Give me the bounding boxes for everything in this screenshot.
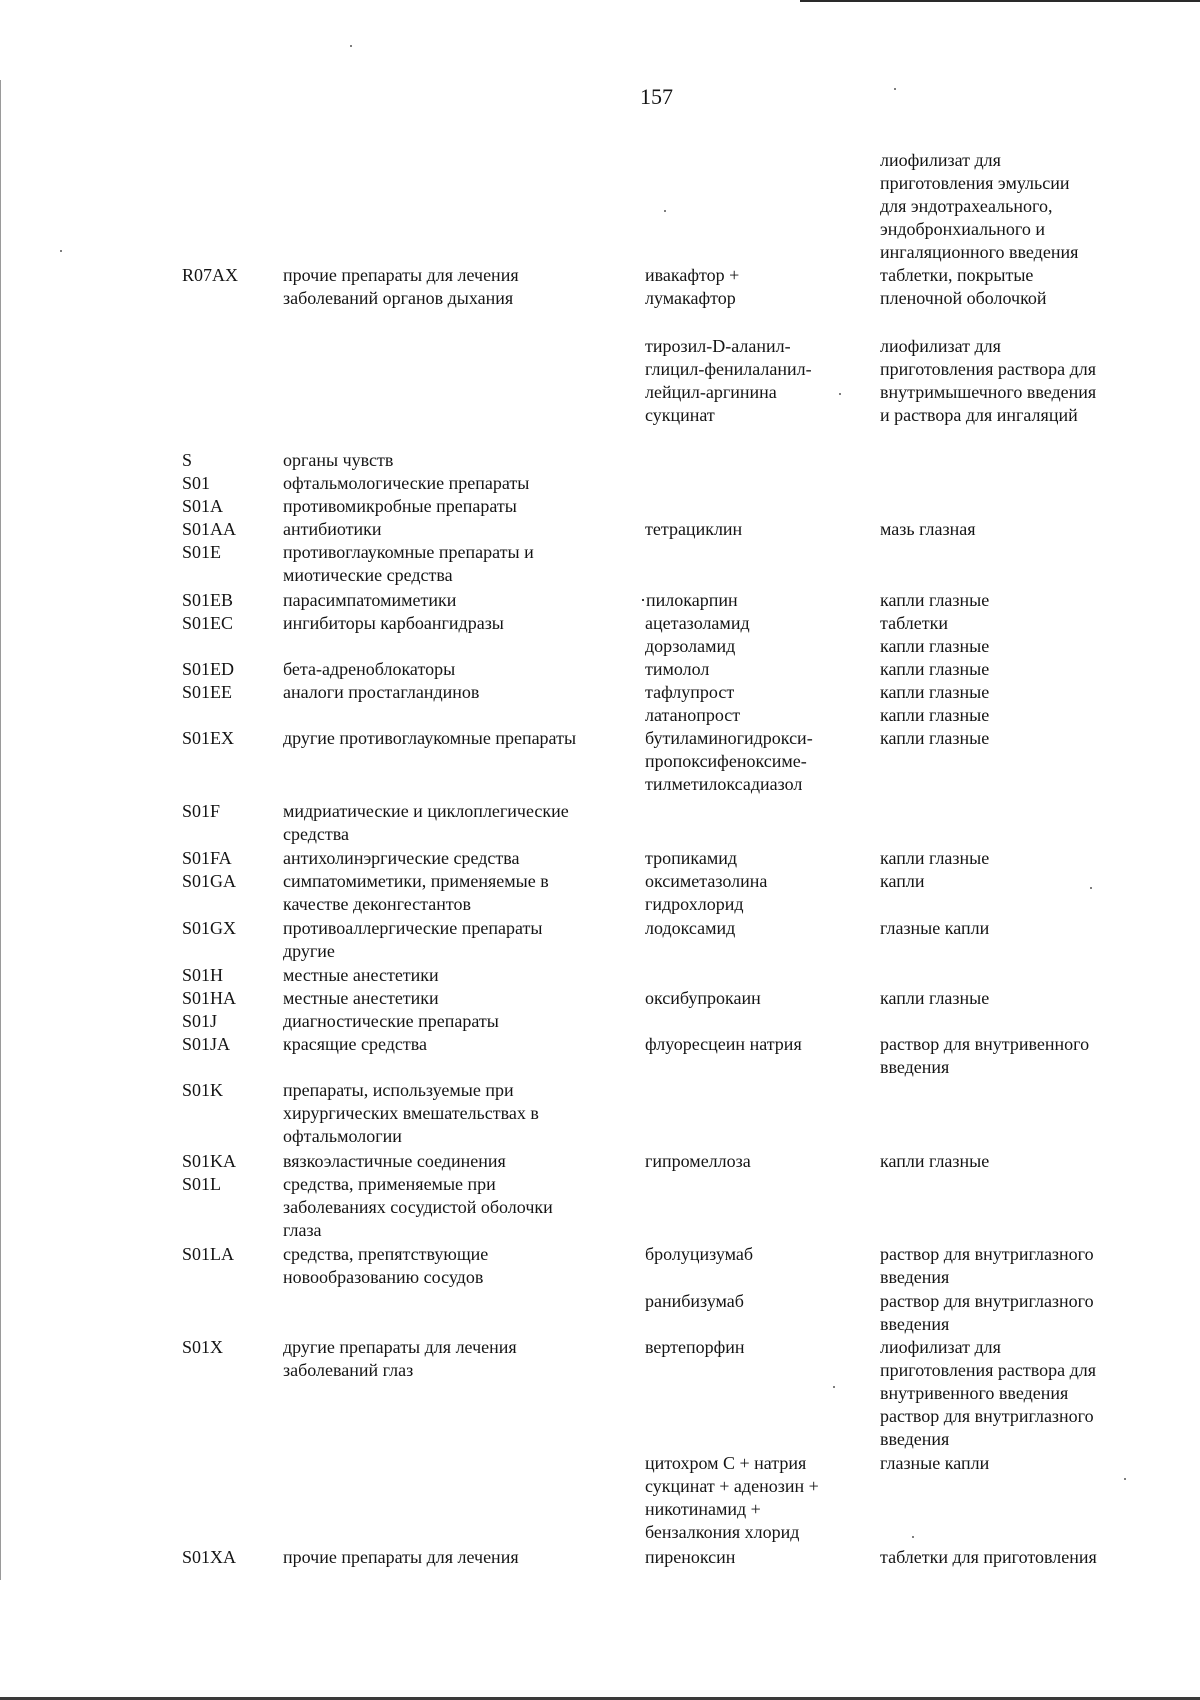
drug-name: тафлупрост <box>645 682 735 702</box>
scan-speck <box>912 1536 914 1538</box>
group-name: офтальмологические препараты <box>283 473 530 493</box>
group-name: местные анестетики <box>283 965 439 985</box>
atc-code: S01JA <box>182 1034 231 1054</box>
atc-code: S01A <box>182 496 224 516</box>
drug-name: ранибизумаб <box>645 1291 744 1311</box>
dosage-form: таблетки <box>880 613 949 633</box>
atc-code: S01E <box>182 542 222 562</box>
group-name: противомикробные препараты <box>283 496 517 516</box>
dosage-form: капли <box>880 871 925 891</box>
drug-name: цитохром C + натрия сукцинат + аденозин + никотинамид + бензалкония хлорид <box>645 1453 819 1542</box>
drug-name: бролуцизумаб <box>645 1244 754 1264</box>
dosage-form: глазные капли <box>880 918 990 938</box>
dosage-form: капли глазные <box>880 590 990 610</box>
dosage-form: капли глазные <box>880 636 990 656</box>
atc-code: S01EC <box>182 613 234 633</box>
scan-speck <box>60 250 62 252</box>
group-name: парасимпатомиметики <box>283 590 457 610</box>
dosage-form: раствор для внутриглазного введения <box>880 1291 1094 1334</box>
group-name: местные анестетики <box>283 988 439 1008</box>
group-name: мидриатические и циклоплегические средства <box>283 801 569 844</box>
group-name: антихолинэргические средства <box>283 848 520 868</box>
drug-name: лодоксамид <box>645 918 736 938</box>
atc-code: S01EE <box>182 682 233 702</box>
atc-code: S01X <box>182 1337 224 1357</box>
group-name: антибиотики <box>283 519 382 539</box>
group-name: другие противоглаукомные препараты <box>283 728 577 748</box>
dosage-form: капли глазные <box>880 728 990 748</box>
atc-code: S01EX <box>182 728 235 748</box>
group-name: красящие средства <box>283 1034 427 1054</box>
dosage-form: лиофилизат для приготовления раствора для внутривенного введения раствор для внутриглазного введения <box>880 1337 1096 1449</box>
group-name: бета-адреноблокаторы <box>283 659 456 679</box>
atc-code: S01LA <box>182 1244 235 1264</box>
scan-speck <box>894 88 896 90</box>
atc-code: S01KA <box>182 1151 237 1171</box>
atc-code: S01FA <box>182 848 232 868</box>
dosage-form: капли глазные <box>880 848 990 868</box>
atc-code: S01F <box>182 801 221 821</box>
atc-code: S01L <box>182 1174 222 1194</box>
group-name: органы чувств <box>283 450 394 470</box>
group-name: аналоги простагландинов <box>283 682 480 702</box>
drug-name: ·пилокарпин <box>640 590 738 610</box>
scan-edge-left <box>0 80 1 1580</box>
atc-code: S01ED <box>182 659 235 679</box>
drug-name: тимолол <box>645 659 710 679</box>
group-name: симпатомиметики, применяемые в качестве деконгестантов <box>283 871 549 914</box>
drug-name: латанопрост <box>645 705 741 725</box>
group-name: диагностические препараты <box>283 1011 499 1031</box>
dosage-form: капли глазные <box>880 1151 990 1171</box>
scan-speck <box>839 393 841 395</box>
dosage-form: мазь глазная <box>880 519 976 539</box>
drug-name: тирозил-D-аланил- глицил-фенилаланил- лейцил-аргинина сукцинат <box>645 336 812 425</box>
dosage-form: капли глазные <box>880 659 990 679</box>
dosage-form: раствор для внутриглазного введения <box>880 1244 1094 1287</box>
drug-name: оксибупрокаин <box>645 988 761 1008</box>
dosage-form: капли глазные <box>880 988 990 1008</box>
dosage-form: раствор для внутривенного введения <box>880 1034 1090 1077</box>
drug-name: гипромеллоза <box>645 1151 751 1171</box>
group-name: противоглаукомные препараты и миотические средства <box>283 542 534 585</box>
dosage-form: лиофилизат для приготовления эмульсии для эндотрахеального, эндобронхиального и ингаляционного введения <box>880 150 1079 262</box>
group-name: прочие препараты для лечения заболеваний органов дыхания <box>283 265 519 308</box>
group-name: средства, препятствующие новообразованию сосудов <box>283 1244 489 1287</box>
scan-speck <box>664 210 666 212</box>
atc-code: S01GX <box>182 918 237 938</box>
atc-code: S01J <box>182 1011 218 1031</box>
atc-code: S01HA <box>182 988 237 1008</box>
drug-name: вертепорфин <box>645 1337 745 1357</box>
scan-edge-top <box>800 0 1200 2</box>
dosage-form: глазные капли <box>880 1453 990 1473</box>
drug-name: тропикамид <box>645 848 737 868</box>
drug-name: бутиламиногидрокси- пропоксифеноксиме- тилметилоксадиазол <box>645 728 813 794</box>
atc-code: S01H <box>182 965 224 985</box>
drug-name: ивакафтор + лумакафтор <box>645 265 740 308</box>
dosage-form: таблетки, покрытые пленочной оболочкой <box>880 265 1047 308</box>
drug-name: флуоресцеин натрия <box>645 1034 802 1054</box>
dosage-form: лиофилизат для приготовления раствора для внутримышечного введения и раствора для ингаляций <box>880 336 1097 425</box>
group-name: прочие препараты для лечения <box>283 1547 519 1567</box>
atc-code: S01GA <box>182 871 237 891</box>
drug-name: ацетазоламид <box>645 613 750 633</box>
atc-code: S01K <box>182 1080 224 1100</box>
atc-code: S01 <box>182 473 211 493</box>
group-name: вязкоэластичные соединения <box>283 1151 506 1171</box>
drug-name: тетрациклин <box>645 519 743 539</box>
drug-name: пиреноксин <box>645 1547 736 1567</box>
dosage-form: капли глазные <box>880 705 990 725</box>
drug-name: оксиметазолина гидрохлорид <box>645 871 768 914</box>
atc-code: S01AA <box>182 519 237 539</box>
dosage-form: капли глазные <box>880 682 990 702</box>
page-number: 157 <box>640 84 673 109</box>
scan-speck <box>1124 1478 1126 1480</box>
group-name: противоаллергические препараты другие <box>283 918 543 961</box>
group-name: другие препараты для лечения заболеваний глаз <box>283 1337 517 1380</box>
group-name: средства, применяемые при заболеваниях сосудистой оболочки глаза <box>283 1174 553 1240</box>
group-name: препараты, используемые при хирургических вмешательствах в офтальмологии <box>283 1080 539 1146</box>
atc-code: S01EB <box>182 590 234 610</box>
group-name: ингибиторы карбоангидразы <box>283 613 504 633</box>
atc-code: R07AX <box>182 265 239 285</box>
drug-name: дорзоламид <box>645 636 736 656</box>
atc-code: S <box>182 450 193 470</box>
scan-speck <box>833 1386 835 1388</box>
scan-speck <box>350 45 352 47</box>
atc-code: S01XA <box>182 1547 237 1567</box>
scan-speck <box>1090 887 1092 889</box>
dosage-form: таблетки для приготовления <box>880 1547 1097 1567</box>
